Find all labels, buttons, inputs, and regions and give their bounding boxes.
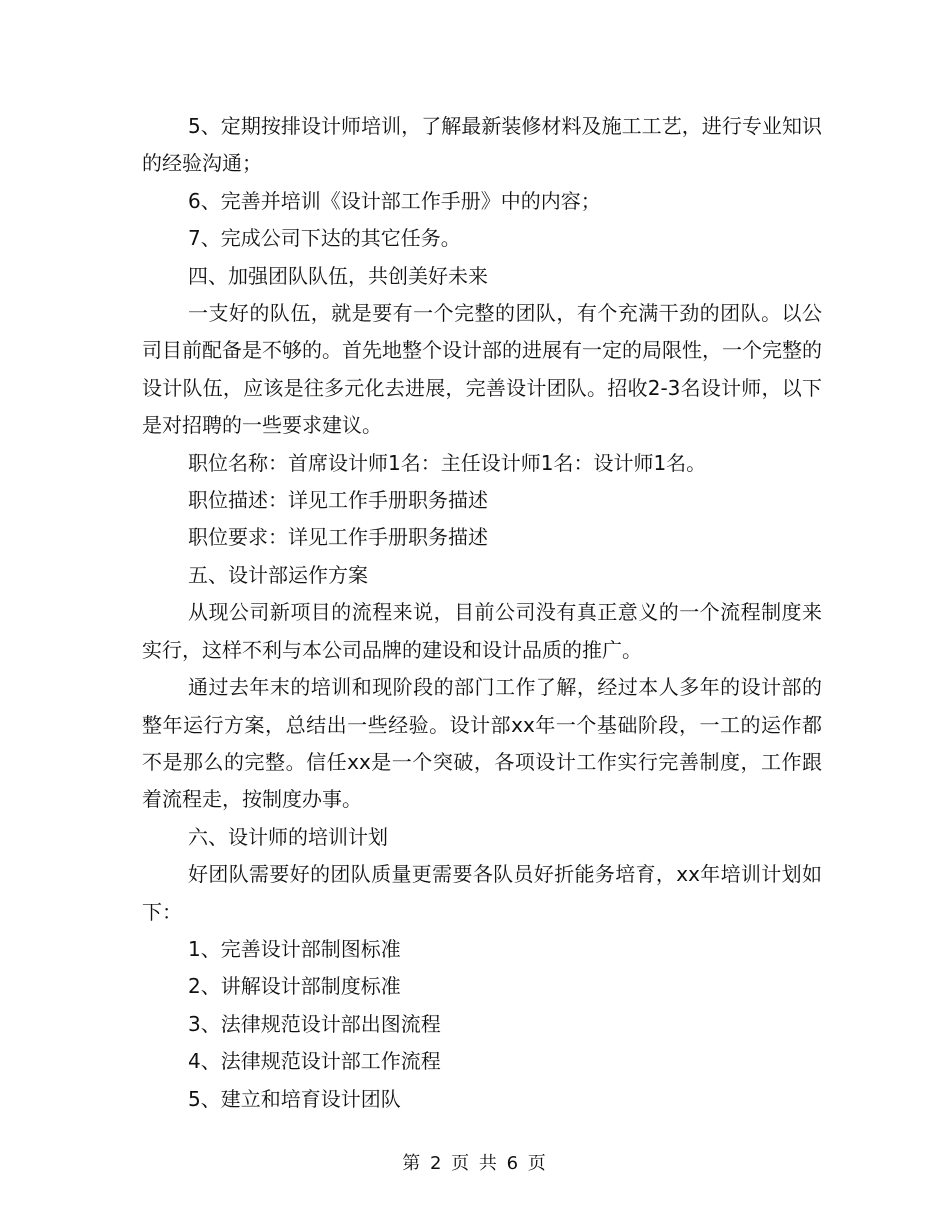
list-item-drawing-standard: 1、完善设计部制图标准 <box>188 936 401 961</box>
paragraph-training-schedule: 5、定期按排设计师培训，了解最新装修材料及施工工艺，进行专业知识的经验沟通； <box>142 114 822 176</box>
paragraph-other-tasks: 7、完成公司下达的其它任务。 <box>188 226 461 251</box>
document-body <box>142 108 822 1118</box>
list-item-drawing-process: 3、法律规范设计部出图流程 <box>188 1011 441 1036</box>
list-item-build-team: 5、建立和培育设计团队 <box>188 1086 401 1111</box>
page-number-footer: 第 2 页 共 6 页 <box>402 1153 548 1174</box>
paragraph-process-issue: 从现公司新项目的流程来说，目前公司没有真正意义的一个流程制度来实行，这样不利与本公司品牌的建设和设计品质的推广。 <box>142 600 822 662</box>
paragraph-job-description: 职位描述：详见工作手册职务描述 <box>188 488 488 513</box>
list-item-work-process: 4、法律规范设计部工作流程 <box>188 1049 441 1074</box>
section-heading-operation: 五、设计部运作方案 <box>188 562 368 587</box>
paragraph-training-intro: 好团队需要好的团队质量更需要各队员好折能务培育，xx年培训计划如下： <box>142 862 822 924</box>
paragraph-handbook-training: 6、完善并培训《设计部工作手册》中的内容； <box>188 188 601 213</box>
section-heading-training-plan: 六、设计师的培训计划 <box>188 824 388 849</box>
paragraph-job-titles: 职位名称：首席设计师1名：主任设计师1名：设计师1名。 <box>188 450 707 475</box>
paragraph-job-requirements: 职位要求：详见工作手册职务描述 <box>188 525 488 550</box>
list-item-system-standard: 2、讲解设计部制度标准 <box>188 974 401 999</box>
section-heading-team: 四、加强团队队伍，共创美好未来 <box>188 263 488 288</box>
paragraph-experience-summary: 通过去年末的培训和现阶段的部门工作了解，经过本人多年的设计部的整年运行方案，总结出一些经验。设计部xx年一个基础阶段，一工的运作都不是那么的完整。信任xx是一个突破，各项设计工作实行完善制度，工作跟着流程走，按制度办事。 <box>142 675 822 812</box>
paragraph-team-description: 一支好的队伍，就是要有一个完整的团队，有个充满干劲的团队。以公司目前配备是不够的。首先地整个设计部的进展有一定的局限性，一个完整的设计队伍，应该是往多元化去进展，完善设计团队。招收2-3名设计师，以下是对招聘的一些要求建议。 <box>142 301 822 438</box>
